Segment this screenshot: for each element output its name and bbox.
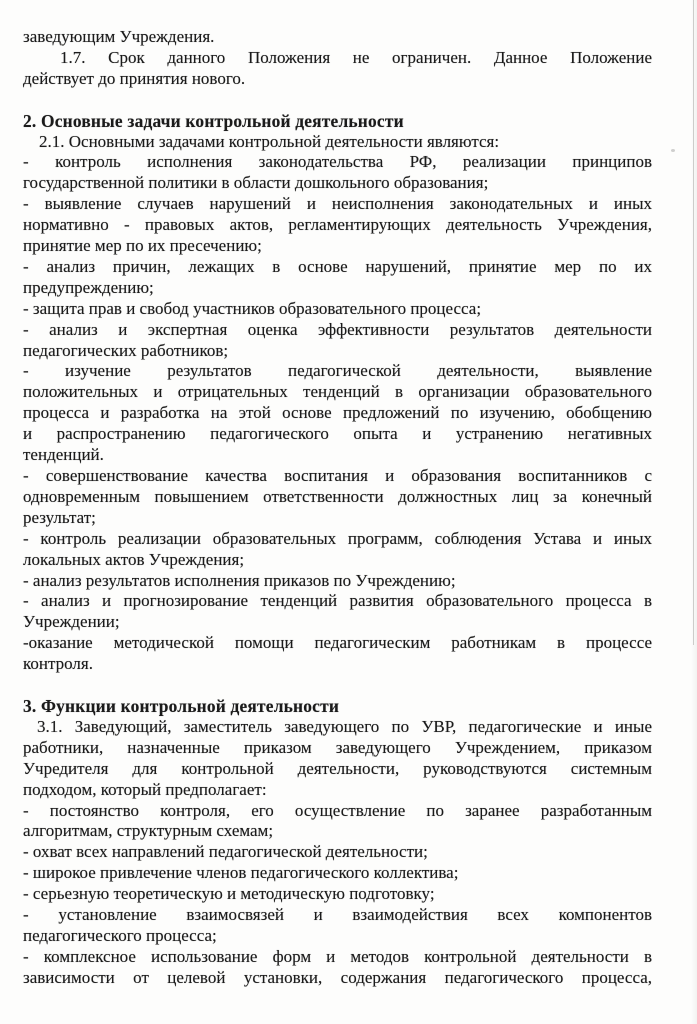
text-line: 1.7. Срок данного Положения не ограничен. Данное Положение	[60, 47, 652, 67]
paragraph	[23, 571, 652, 592]
text-line: работники, назначенные приказом заведующего Учреждением, приказом	[23, 737, 652, 757]
text-line: - изучение результатов педагогической деятельности, выявление	[23, 361, 652, 381]
paragraph	[23, 863, 652, 884]
text-line: 3.1. Заведующий, заместитель заведующего по УВР, педагогические и иные	[37, 716, 652, 736]
paragraph	[23, 466, 652, 529]
text-line: действует до принятия нового.	[23, 68, 246, 88]
paragraph	[23, 257, 652, 299]
paragraph	[23, 320, 652, 362]
text-line: -оказание методической помощи педагогическим работникам в процессе	[23, 633, 652, 653]
scan-shadow-artifact	[691, 0, 697, 1024]
paragraph	[23, 361, 652, 466]
text-line: - совершенствование качества воспитания и образования воспитанников с	[23, 466, 652, 486]
paragraph	[23, 842, 652, 863]
text-line: - серьезную теоретическую и методическую подготовку;	[23, 884, 435, 904]
paragraph	[23, 905, 652, 947]
text-line: нормативно - правовых актов, регламентирующих деятельность Учреждения,	[23, 215, 652, 235]
text-line: результат;	[23, 507, 96, 527]
paragraph	[23, 591, 652, 633]
section-heading	[23, 111, 652, 132]
text-line: государственной политики в области дошкольного образования;	[23, 173, 489, 193]
text-line: - постоянство контроля, его осуществление по заранее разработанным	[23, 800, 652, 820]
paragraph	[23, 194, 652, 257]
text-line: принятие мер по их пресечению;	[23, 236, 262, 256]
text-line: - анализ и экспертная оценка эффективности результатов деятельности	[23, 319, 652, 339]
text-line: педагогических работников;	[23, 340, 229, 360]
text-line: - широкое привлечение членов педагогического коллектива;	[23, 863, 459, 883]
text-line: заведующим Учреждения.	[23, 27, 215, 46]
scan-speck-artifact	[671, 149, 675, 152]
text-line: положительных и отрицательных тенденций в организации образовательного	[23, 382, 652, 402]
text-line: - анализ результатов исполнения приказов по Учреждению;	[23, 570, 456, 590]
text-line: Учредителя для контрольной деятельности, руководствуются системным	[23, 758, 652, 778]
paragraph	[23, 27, 652, 48]
text-line: тенденций.	[23, 445, 104, 465]
text-line: - охват всех направлений педагогической деятельности;	[23, 842, 428, 862]
section-heading	[23, 696, 652, 717]
text-line: подходом, который предполагает:	[23, 779, 267, 799]
paragraph	[23, 947, 652, 989]
paragraph	[23, 132, 652, 153]
text-line: - контроль реализации образовательных программ, соблюдения Устава и иных	[23, 528, 652, 548]
text-line: - анализ и прогнозирование тенденций развития образовательного процесса в	[23, 591, 652, 611]
document-body	[23, 27, 652, 989]
text-line: - выявление случаев нарушений и неисполнения законодательных и иных	[23, 194, 652, 214]
text-line: - комплексное использование форм и методов контрольной деятельности в	[23, 946, 652, 966]
paragraph	[23, 884, 652, 905]
text-line: 2.1. Основными задачами контрольной деятельности являются:	[39, 131, 500, 151]
text-line: зависимости от целевой установки, содержания педагогического процесса,	[23, 967, 652, 987]
heading-text: 2. Основные задачи контрольной деятельности	[23, 110, 404, 131]
text-line: одновременным повышением ответственности должностных лиц за конечный	[23, 486, 652, 506]
text-line: Учреждении;	[23, 612, 120, 632]
text-line: и распространению педагогического опыта и устранению негативных	[23, 424, 652, 444]
text-line: контроля.	[23, 654, 93, 674]
text-line: алгоритмам, структурным схемам;	[23, 821, 274, 841]
paragraph	[23, 152, 652, 194]
text-line: - защита прав и свобод участников образовательного процесса;	[23, 298, 482, 318]
paragraph	[23, 633, 652, 675]
text-line: - анализ причин, лежащих в основе нарушений, принятие мер по их	[23, 256, 652, 276]
paragraph	[23, 717, 652, 801]
text-line: - контроль исполнения законодательства РФ, реализации принципов	[23, 152, 652, 172]
text-line: - установление взаимосвязей и взаимодействия всех компонентов	[23, 905, 652, 925]
text-line: процесса и разработка на этой основе предложений по изучению, обобщению	[23, 403, 652, 423]
paragraph	[23, 529, 652, 571]
text-line: предупреждению;	[23, 277, 154, 297]
text-line: педагогического процесса;	[23, 925, 217, 945]
heading-text: 3. Функции контрольной деятельности	[23, 695, 340, 716]
paragraph	[23, 801, 652, 843]
paragraph	[23, 299, 652, 320]
paragraph	[23, 48, 652, 90]
text-line: локальных актов Учреждения;	[23, 549, 245, 569]
